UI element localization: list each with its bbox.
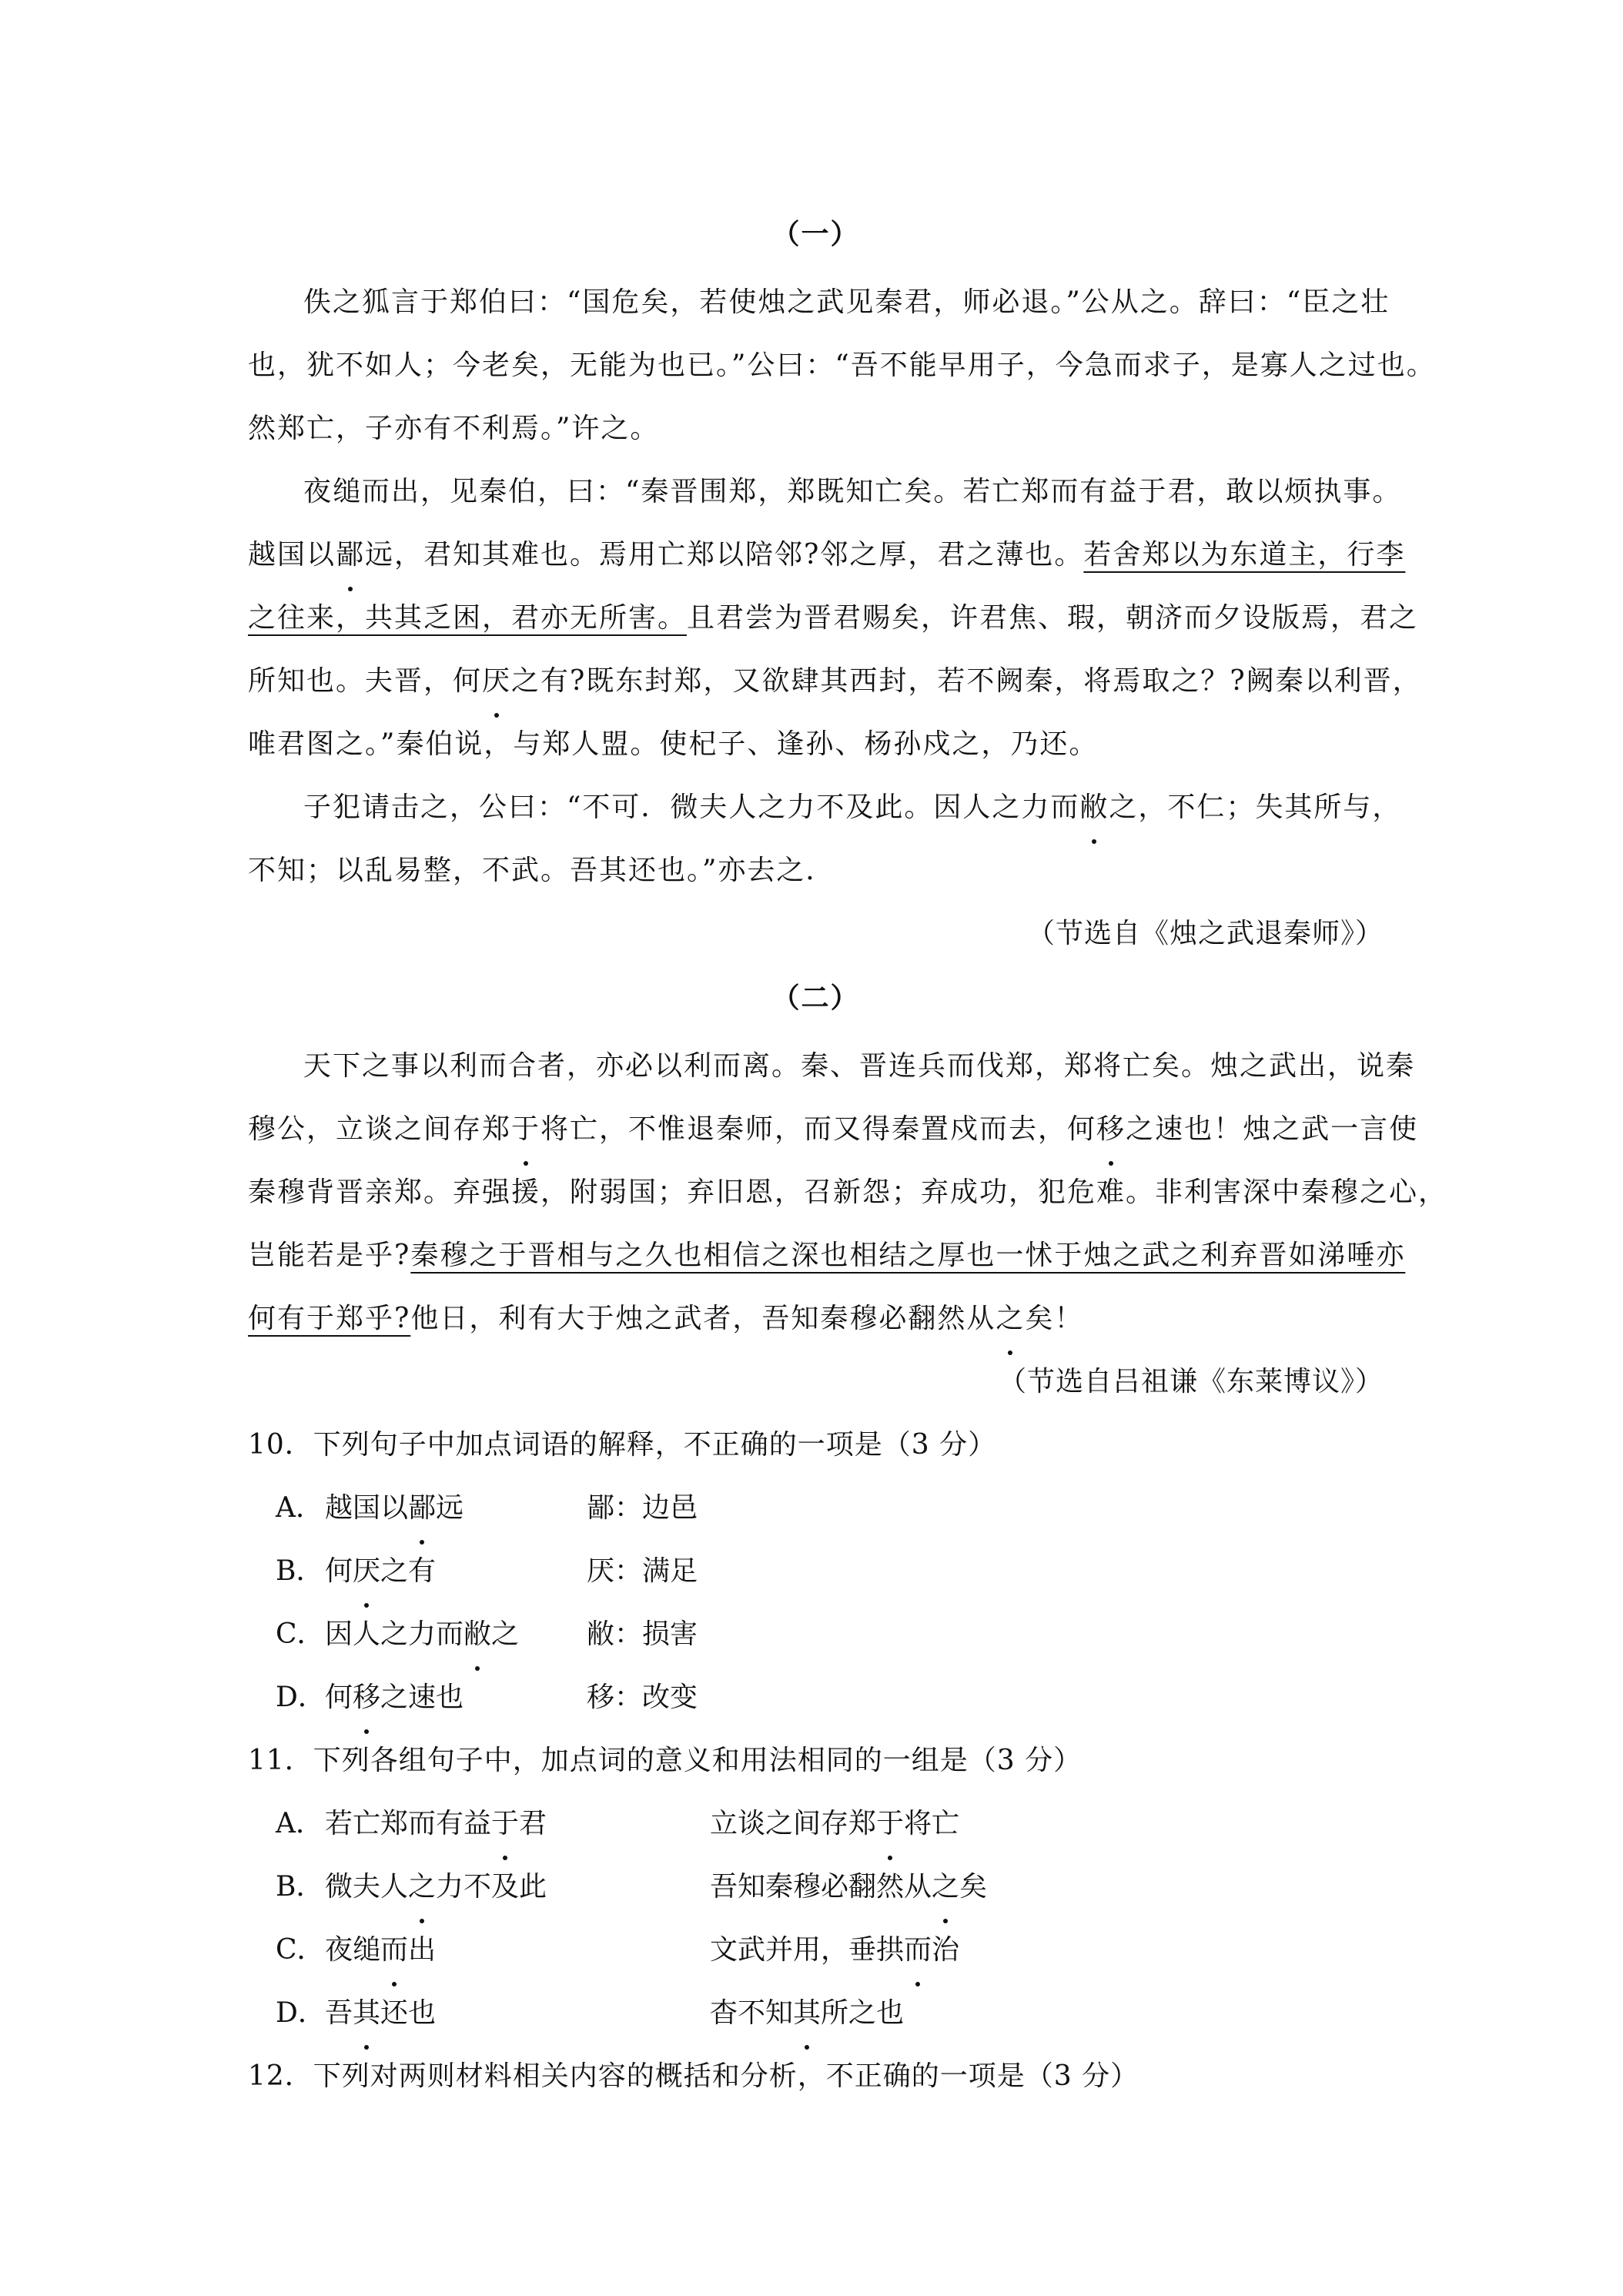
text-line: 天下之事以利而合者，亦必以利而离。秦、晋连兵而伐郑，郑将亡矣。烛之武出，说秦	[303, 1050, 1416, 1082]
option-explanation: 厌：满足	[587, 1555, 698, 1587]
text-fragment: 子犯请击之，公曰：“不可．微夫人之力不及此。因人之力而	[303, 792, 1080, 823]
option-text: 何移之速也	[325, 1666, 463, 1729]
text-line	[248, 650, 1422, 713]
text-line	[248, 776, 1402, 839]
dotted-word: 而	[904, 1919, 932, 1982]
text-fragment: 越国以	[248, 539, 336, 571]
page-content	[248, 202, 1448, 2108]
option-explanation: 敝：损害	[587, 1618, 698, 1650]
dotted-word: 移	[353, 1666, 380, 1729]
option-text-compare: 立谈之间存郑于将亡	[710, 1792, 959, 1856]
option-text-compare: 吾知秦穆必翻然从之矣	[710, 1856, 987, 1919]
question-11-option-c[interactable]	[248, 1919, 1384, 1982]
passage-1-paragraph-2	[248, 460, 1422, 776]
dotted-word: 之	[408, 1856, 436, 1919]
dotted-word: 而	[380, 1919, 408, 1982]
text-fragment: 之有?既东封郑，又欲肆其西封，若不阙秦，将焉取之？?阙秦以利晋，	[511, 665, 1422, 697]
text-fragment: 之速也！烛之武一言使	[1126, 1113, 1419, 1145]
dotted-word: 其	[353, 1982, 380, 2045]
source-citation-1: （节选自《烛之武退秦师》）	[1026, 918, 1384, 949]
option-text: 若亡郑而有益于君	[325, 1792, 547, 1856]
option-text: 夜缒而出	[325, 1919, 436, 1982]
option-text: 因人之力而敝之	[325, 1603, 519, 1666]
text-line: 夜缒而出，见秦伯，曰：“秦晋围郑，郑既知亡矣。若亡郑而有益于君，敢以烦执事。	[303, 476, 1402, 507]
passage-1-paragraph-1	[248, 271, 1436, 460]
text-line: 然郑亡，子亦有不利焉。”许之。	[248, 413, 660, 444]
option-text: 吾其还也	[325, 1982, 436, 2045]
text-line: 也，犹不如人；今老矣，无能为也已。”公曰：“吾不能早用子，今急而求子，是寡人之过也。	[248, 350, 1436, 381]
dotted-word: 于	[491, 1792, 519, 1856]
question-10-option-c[interactable]	[248, 1603, 1384, 1666]
text-fragment: 且君尝为晋君赐矣，许君焦、瑕，朝济而夕设版焉，君之	[687, 602, 1419, 634]
text-fragment: 将亡，不惟退秦师，而又得秦置戍而去，何	[540, 1113, 1097, 1145]
text-line: 佚之狐言于郑伯曰：“国危矣，若使烛之武见秦君，师必退。”公从之。辞曰：“臣之壮	[303, 286, 1390, 318]
option-text-compare: 文武并用，垂拱而治	[710, 1919, 959, 1982]
section-heading-1: （一）	[771, 218, 860, 250]
dotted-word: 鄙	[336, 524, 365, 587]
question-11-option-d[interactable]	[248, 1982, 1384, 2045]
dotted-word: 于	[876, 1792, 904, 1856]
option-label: D．	[276, 1682, 326, 1713]
text-fragment: 穆公，立谈之间存郑	[248, 1113, 512, 1145]
dotted-word: 厌	[482, 650, 511, 713]
question-11-options	[248, 1792, 1384, 2045]
option-label: B．	[276, 1871, 324, 1903]
question-10-title: 10．下列句子中加点词语的解释，不正确的一项是（3 分）	[248, 1429, 997, 1461]
question-12-title: 12．下列对两则材料相关内容的概括和分析，不正确的一项是（3 分）	[248, 2060, 1139, 2092]
text-fragment: 他日，利有大于烛之武者，吾知秦穆必翻然从	[410, 1303, 996, 1334]
question-10-option-d[interactable]	[248, 1666, 1384, 1729]
option-text: 越国以鄙远	[325, 1477, 463, 1540]
text-fragment: 所知也。夫晋，何	[248, 665, 483, 697]
option-label: A．	[276, 1808, 323, 1839]
dotted-word: 之	[932, 1856, 959, 1919]
option-label: C．	[276, 1618, 325, 1650]
underlined-sentence: 若舍郑以为东道主，行李	[1083, 539, 1406, 571]
text-line	[248, 1224, 1406, 1287]
text-line: 不知；以乱易整，不武。吾其还也。”亦去之．	[248, 855, 835, 886]
option-text: 何厌之有	[325, 1540, 436, 1603]
option-label: C．	[276, 1934, 325, 1966]
option-label: B．	[276, 1555, 324, 1587]
dotted-word: 厌	[353, 1540, 380, 1603]
option-explanation: 移：改变	[587, 1682, 698, 1713]
source-citation-2: （节选自吕祖谦《东莱博议》）	[998, 1366, 1384, 1397]
text-fragment: 矣！	[1025, 1303, 1084, 1334]
underlined-sentence: 何有于郑乎?	[248, 1303, 411, 1334]
text-line	[248, 587, 1419, 650]
text-line	[248, 524, 1406, 587]
text-line: 唯君图之。”秦伯说，与郑人盟。使杞子、逢孙、杨孙戍之，乃还。	[248, 728, 1099, 760]
dotted-word: 敝	[1079, 776, 1109, 839]
option-text-compare: 杳不知其所之也	[710, 1982, 904, 2045]
question-10-options	[248, 1477, 1384, 1729]
underlined-sentence: 之往来，共其乏困，君亦无所害。	[248, 602, 688, 634]
dotted-word: 移	[1096, 1098, 1126, 1161]
dotted-word: 其	[793, 1982, 821, 2045]
question-10-option-b[interactable]	[248, 1540, 1384, 1603]
dotted-word: 敝	[463, 1603, 491, 1666]
option-explanation: 鄙：边邑	[587, 1492, 698, 1524]
text-line	[248, 1098, 1419, 1161]
question-10-option-a[interactable]	[248, 1477, 1384, 1540]
option-label: A．	[276, 1492, 323, 1524]
text-line: 秦穆背晋亲郑。弃强援，附弱国；弃旧恩，召新怨；弃成功，犯危难。非利害深中秦穆之心，	[248, 1176, 1448, 1208]
dotted-word: 鄙	[408, 1477, 436, 1540]
dotted-word: 之	[996, 1287, 1025, 1350]
section-heading-2: （二）	[771, 982, 860, 1014]
option-label: D．	[276, 1997, 326, 2029]
option-text: 微夫人之力不及此	[325, 1856, 547, 1919]
text-line	[248, 1287, 1384, 1350]
question-11-option-a[interactable]	[248, 1792, 1384, 1856]
text-fragment: 远，君知其难也。焉用亡郑以陪邻?邻之厚，君之薄也。	[365, 539, 1084, 571]
passage-2-paragraph	[248, 1035, 1448, 1350]
passage-1-paragraph-3	[248, 776, 1402, 902]
question-11-option-b[interactable]	[248, 1856, 1384, 1919]
text-fragment: 之，不仁；失其所与，	[1109, 792, 1402, 823]
text-fragment: 岂能若是乎?	[248, 1240, 411, 1271]
dotted-word: 于	[511, 1098, 540, 1161]
question-11-title: 11．下列各组句子中，加点词的意义和用法相同的一组是（3 分）	[248, 1745, 1083, 1776]
underlined-sentence: 秦穆之于晋相与之久也相信之深也相结之厚也一怵于烛之武之利弃晋如涕唾亦	[410, 1240, 1406, 1271]
